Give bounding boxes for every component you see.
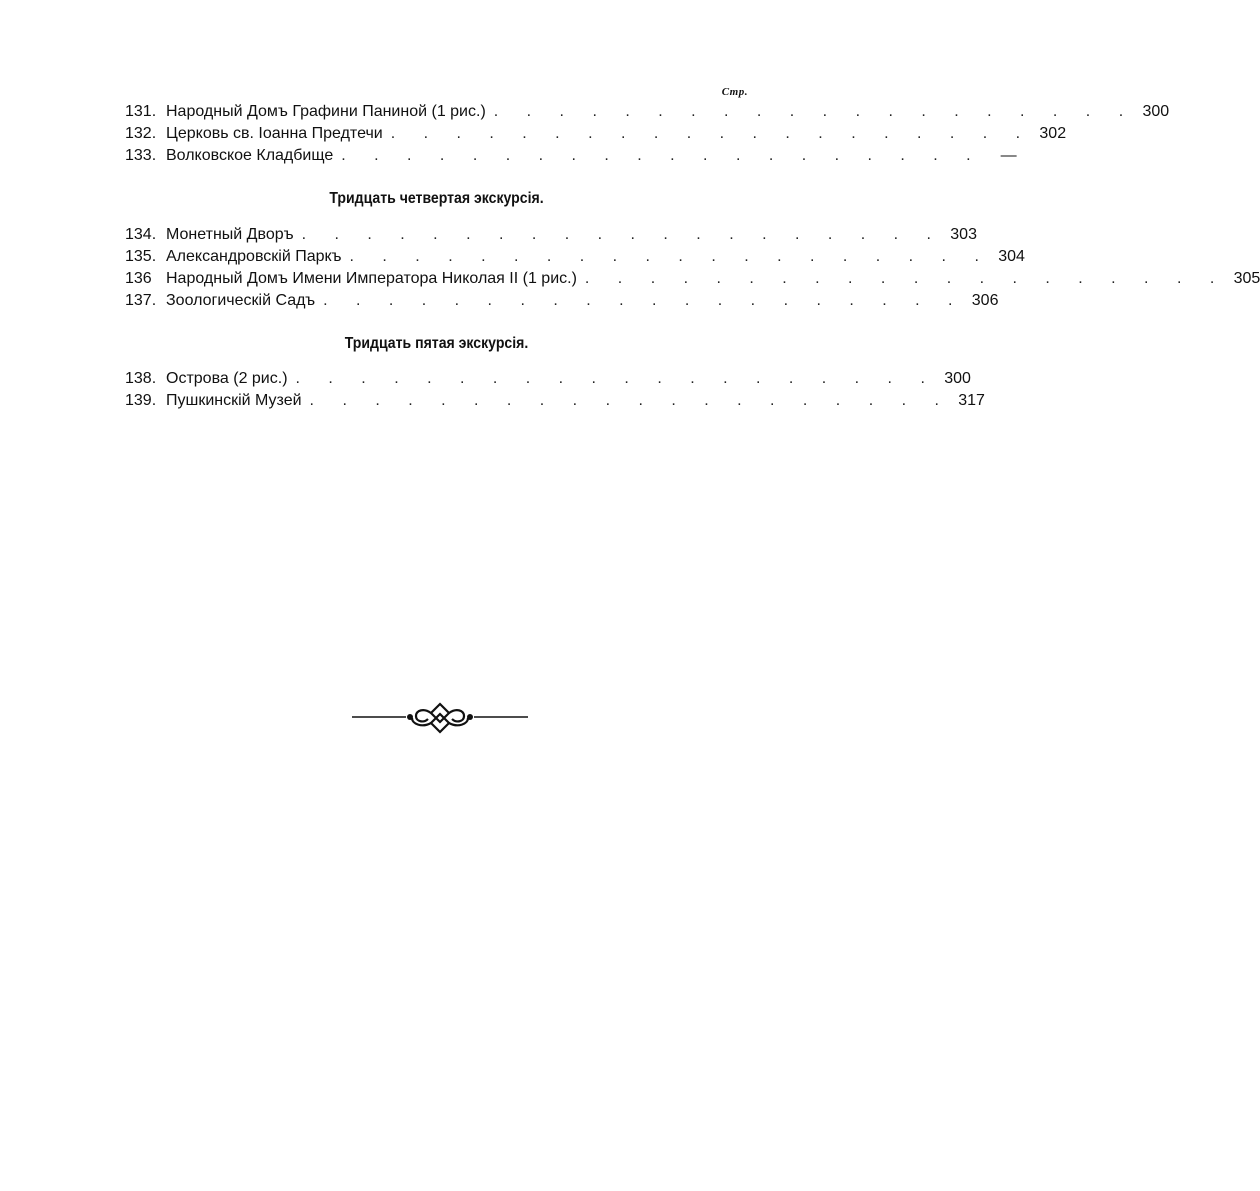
leader-dots: . . . . . . . . . . . . . . . . . . . . — [301, 226, 943, 243]
toc-entry — [125, 248, 1025, 270]
entry-number: 135. — [125, 248, 157, 265]
toc-entry — [125, 370, 971, 392]
entry-page: — — [1000, 147, 1017, 164]
entry-page: 300 — [944, 370, 971, 387]
toc-entry — [125, 103, 1170, 125]
entry-title: Народный Домъ Имени Императора Николая II (1 рис.) — [166, 270, 577, 287]
section-heading: Тридцать пятая экскурсія. — [344, 335, 529, 352]
leader-dots: . . . . . . . . . . . . . . . . . . . . — [323, 292, 965, 309]
entry-page: 304 — [998, 248, 1025, 265]
fleuron-divider-icon — [350, 698, 530, 738]
section-heading: Тридцать четвертая экскурсія. — [329, 190, 544, 207]
entry-number: 137. — [125, 292, 157, 309]
toc-section-1 — [125, 103, 1170, 169]
toc-section-3 — [125, 370, 985, 414]
entry-page: 306 — [971, 292, 999, 309]
entry-title: Монетный Дворъ — [166, 226, 294, 243]
leader-dots: . . . . . . . . . . . . . . . . . . . . — [341, 147, 983, 164]
leader-dots: . . . . . . . . . . . . . . . . . . . . — [493, 103, 1136, 120]
entry-page: 303 — [950, 226, 977, 243]
entry-title: Волковское Кладбище — [166, 147, 334, 164]
entry-number: 138. — [125, 370, 157, 387]
entry-number: 136 — [125, 270, 152, 287]
entry-number: 132. — [125, 125, 157, 142]
entry-title: Острова (2 рис.) — [166, 370, 288, 387]
entry-number: 134. — [125, 226, 157, 243]
leader-dots: . . . . . . . . . . . . . . . . . . . . — [295, 370, 937, 387]
toc-entry — [125, 226, 977, 248]
toc-entry — [125, 392, 985, 414]
entry-page: 300 — [1142, 103, 1170, 120]
entry-title: Пушкинскій Музей — [166, 392, 302, 409]
leader-dots: . . . . . . . . . . . . . . . . . . . . — [349, 248, 991, 265]
toc-section-2 — [125, 226, 1260, 314]
toc-entry — [125, 292, 999, 314]
entry-number: 139. — [125, 392, 157, 409]
leader-dots: . . . . . . . . . . . . . . . . . . . . — [390, 125, 1033, 142]
entry-page: 302 — [1039, 125, 1067, 142]
page-column-header: Стр. — [721, 86, 748, 98]
entry-title: Александровскій Паркъ — [166, 248, 342, 265]
entry-page: 305 — [1233, 270, 1260, 287]
entry-title: Зоологическій Садъ — [166, 292, 316, 309]
leader-dots: . . . . . . . . . . . . . . . . . . . . — [584, 270, 1227, 287]
entry-number: 133. — [125, 147, 157, 164]
entry-page: 317 — [958, 392, 985, 409]
toc-entry — [125, 125, 1067, 147]
toc-entry — [125, 147, 1017, 169]
entry-title: Церковь св. Іоанна Предтечи — [166, 125, 383, 142]
entry-title: Народный Домъ Графини Паниной (1 рис.) — [166, 103, 486, 120]
leader-dots: . . . . . . . . . . . . . . . . . . . . — [309, 392, 951, 409]
toc-entry — [125, 270, 1260, 292]
entry-number: 131. — [125, 103, 157, 120]
